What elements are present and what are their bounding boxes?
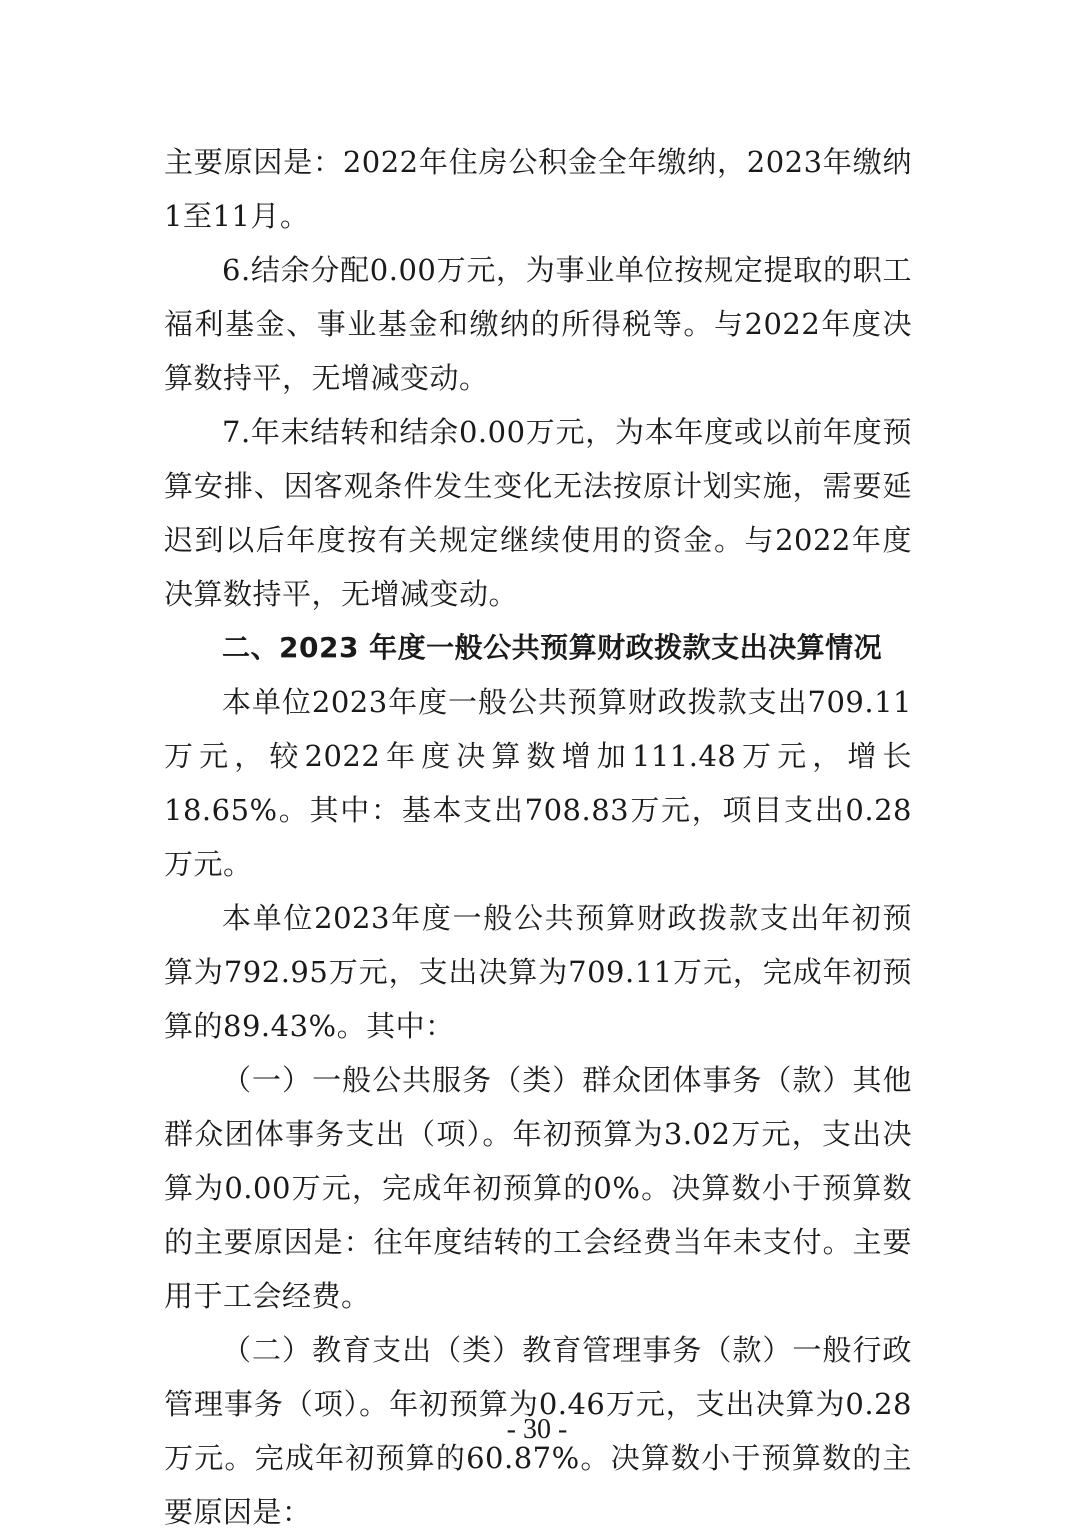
paragraph-surplus-distribution: 6.结余分配0.00万元，为事业单位按规定提取的职工福利基金、事业基金和缴纳的所得税等。与2022年度决算数持平，无增减变动。 [164,253,912,395]
paragraph-expenditure-summary: 本单位2023年度一般公共预算财政拨款支出709.11万元，较2022年度决算数增加111.48万元，增长18.65%。其中：基本支出708.83万元，项目支出0.28万元。 [164,685,912,881]
document-body [164,135,912,1539]
paragraph-year-end-carryover: 7.年末结转和结余0.00万元，为本年度或以前年度预算安排、因客观条件发生变化无法按原计划实施，需要延迟到以后年度按有关规定继续使用的资金。与2022年度决算数持平，无增减变动。 [164,415,912,611]
paragraph-item-one: （一）一般公共服务（类）群众团体事务（款）其他群众团体事务支出（项）。年初预算为3.02万元，支出决算为0.00万元，完成年初预算的0%。决算数小于预算数的主要原因是：往年度结转的工会经费当年未支付。主要用于工会经费。 [164,1063,912,1313]
paragraph-item-two: （二）教育支出（类）教育管理事务（款）一般行政管理事务（项）。年初预算为0.46万元，支出决算为0.28万元。完成年初预算的60.87%。决算数小于预算数的主要原因是： [164,1333,912,1529]
paragraph-housing-fund-reason: 主要原因是：2022年住房公积金全年缴纳，2023年缴纳1至11月。 [164,145,912,233]
section-heading: 二、2023 年度一般公共预算财政拨款支出决算情况 [222,631,883,664]
page-number: - 30 - [506,1414,568,1445]
paragraph-budget-completion: 本单位2023年度一般公共预算财政拨款支出年初预算为792.95万元，支出决算为709.11万元，完成年初预算的89.43%。其中： [164,901,912,1043]
